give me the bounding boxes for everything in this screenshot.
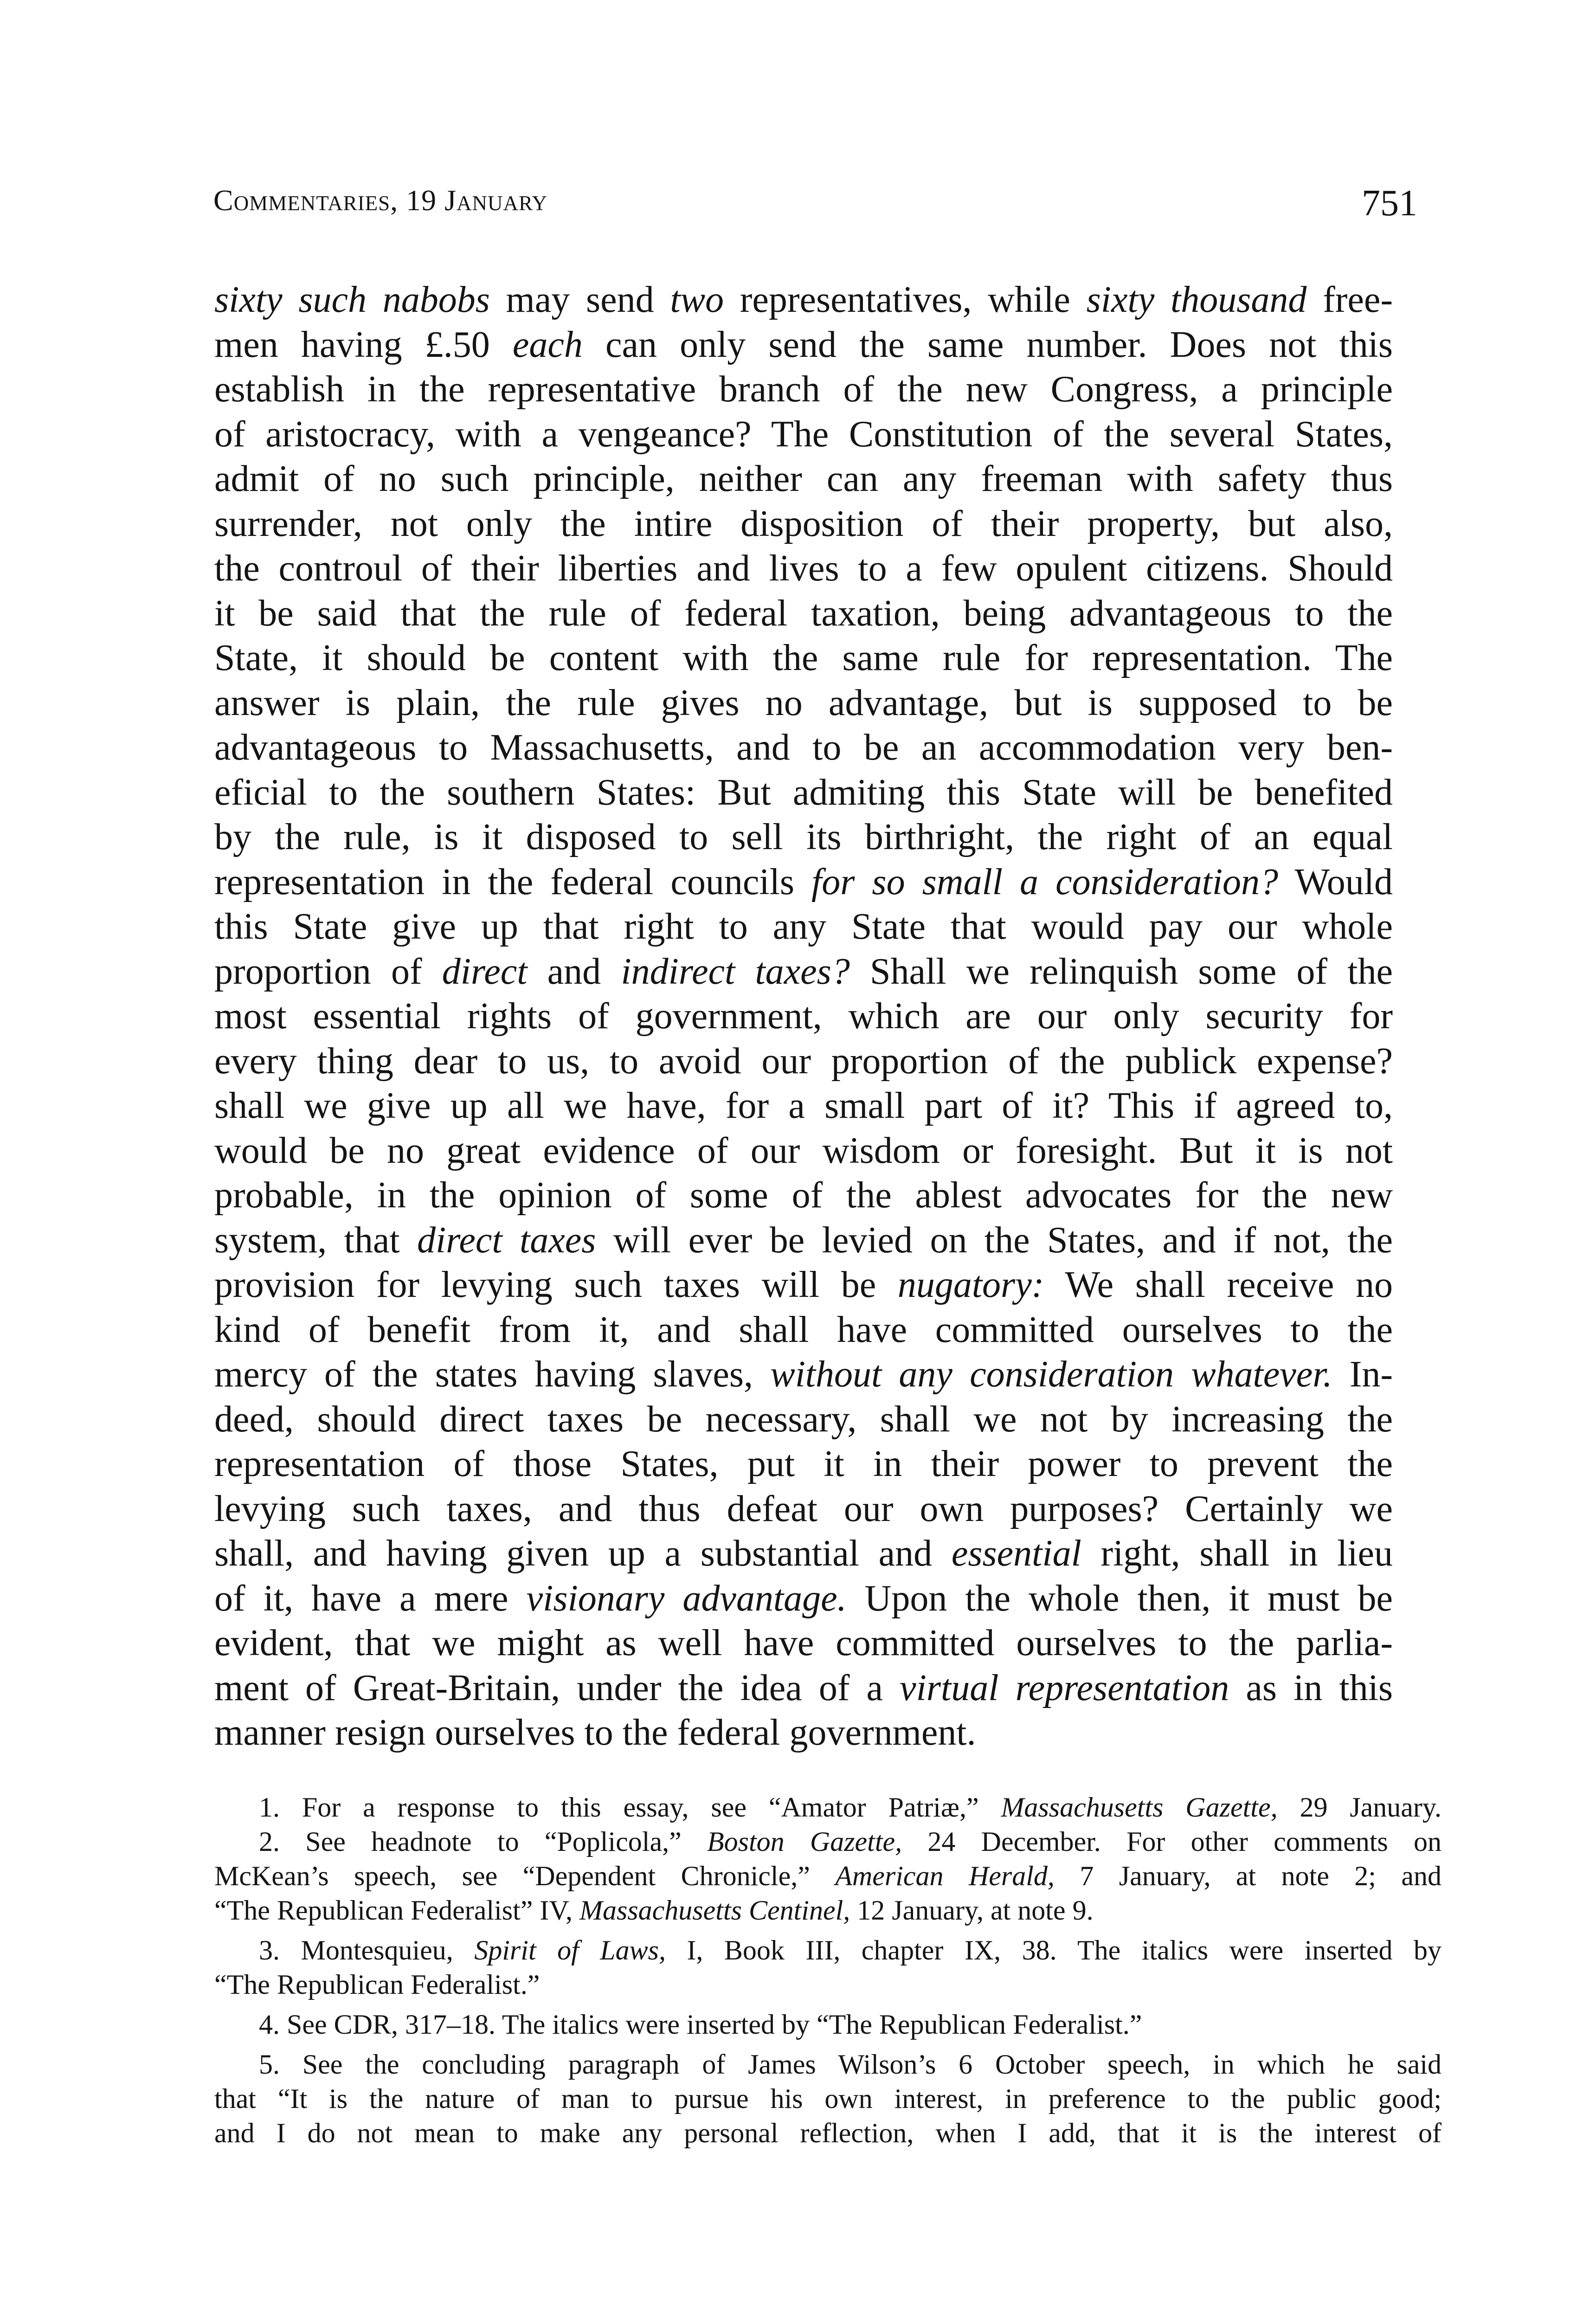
text-run: representation in the federal councils	[214, 861, 812, 902]
text-run: it be said that the rule of federal taxation, being advantageous to the	[214, 593, 1393, 634]
body-line	[214, 1352, 1393, 1397]
text-run: will ever be levied on the States, and if not, the	[596, 1219, 1393, 1261]
text-run: this State give up that right to any State that would pay our whole	[214, 906, 1393, 947]
page-number: 751	[1362, 183, 1417, 224]
footnote-line	[214, 1933, 1442, 1967]
text-run: Shall we relinquish some of the	[849, 951, 1393, 992]
text-run: establish in the representative branch of the new Congress, a principle	[214, 369, 1393, 410]
text-run: Would	[1278, 861, 1393, 902]
text-run: 7 January, at note 2; and	[1054, 1861, 1442, 1891]
footnote-line	[214, 2082, 1442, 2116]
body-line	[214, 546, 1393, 591]
text-run: 4. See CDR, 317–18. The italics were inserted by “The Republican Federalist.”	[259, 2009, 1142, 2040]
text-run: representatives, while	[723, 279, 1087, 320]
text-run: In-	[1332, 1354, 1393, 1395]
text-run: We shall receive no	[1044, 1264, 1393, 1305]
italic-text: two	[670, 279, 724, 320]
body-line	[214, 815, 1393, 860]
body-line	[214, 949, 1393, 994]
text-run: the controul of their liberties and lives to a few opulent citizens. Should	[214, 548, 1393, 589]
italic-text: essential	[951, 1533, 1081, 1574]
body-line	[214, 1487, 1393, 1532]
italic-text: sixty thousand	[1086, 279, 1307, 320]
body-line	[214, 1710, 1393, 1755]
italic-text: Massachusetts Centinel,	[579, 1895, 850, 1926]
italic-text: American Herald,	[835, 1861, 1055, 1891]
italic-text: Spirit of Laws,	[474, 1935, 666, 1966]
text-run: deed, should direct taxes be necessary, shall we not by increasing the	[214, 1398, 1393, 1440]
italic-text: without any consideration whatever.	[770, 1354, 1332, 1395]
text-run: as in this	[1229, 1667, 1393, 1708]
footnote-line	[214, 1790, 1442, 1824]
text-run: McKean’s speech, see “Dependent Chronicle,”	[214, 1861, 836, 1891]
body-line	[214, 904, 1393, 949]
text-run: answer is plain, the rule gives no advantage, but is supposed to be	[214, 682, 1393, 723]
text-run: I, Book III, chapter IX, 38. The italics were inserted by	[665, 1935, 1442, 1966]
text-run: levying such taxes, and thus defeat our own purposes? Certainly we	[214, 1488, 1393, 1529]
text-run: of aristocracy, with a vengeance? The Constitution of the several States,	[214, 413, 1393, 455]
text-run: probable, in the opinion of some of the ablest advocates for the new	[214, 1175, 1393, 1216]
running-head-date: January	[444, 184, 548, 217]
footnote-line	[214, 1859, 1442, 1893]
italic-text: sixty such nabobs	[214, 279, 490, 320]
body-line	[214, 860, 1393, 905]
text-run: mercy of the states having slaves,	[214, 1354, 771, 1395]
text-run: by the rule, is it disposed to sell its birthright, the right of an equal	[214, 817, 1393, 857]
footnotes	[214, 1790, 1442, 2150]
text-run: Upon the whole then, it must be	[846, 1578, 1393, 1619]
body-line	[214, 1218, 1393, 1263]
running-head	[213, 186, 547, 215]
italic-text: indirect taxes?	[621, 951, 850, 992]
body-line	[214, 1263, 1393, 1308]
text-run: shall we give up all we have, for a small part of it? This if agreed to,	[214, 1085, 1393, 1126]
text-run: kind of benefit from it, and shall have committed ourselves to the	[214, 1309, 1393, 1350]
text-run: 3. Montesquieu,	[259, 1935, 475, 1966]
text-run: would be no great evidence of our wisdom or foresight. But it is not	[214, 1130, 1393, 1171]
text-run: proportion of	[214, 951, 442, 992]
body-line	[214, 725, 1393, 770]
body-line	[214, 1442, 1393, 1487]
text-run: manner resign ourselves to the federal government.	[214, 1712, 976, 1753]
footnote-line	[214, 2116, 1442, 2150]
body-line	[214, 502, 1393, 547]
running-head-section: Commentaries	[213, 184, 391, 217]
italic-text: for so small a consideration?	[811, 861, 1279, 902]
body-line	[214, 1666, 1393, 1711]
text-run: advantageous to Massachusetts, and to be an accommodation very ben-	[214, 727, 1393, 768]
text-run: may send	[489, 279, 670, 320]
text-run: eficial to the southern States: But admiting this State will be benefited	[214, 772, 1393, 813]
text-run: 12 January, at note 9.	[850, 1895, 1094, 1926]
text-run: most essential rights of government, which are our only security for	[214, 996, 1393, 1037]
body-line	[214, 1308, 1393, 1353]
body-line	[214, 591, 1393, 636]
text-run: admit of no such principle, neither can any freeman with safety thus	[214, 458, 1393, 499]
footnote-line	[214, 2047, 1442, 2082]
text-run: and I do not mean to make any personal reflection, when I add, that it is the interest of	[214, 2118, 1442, 2148]
italic-text: visionary advantage.	[526, 1578, 847, 1619]
footnote-line	[214, 1893, 1442, 1927]
body-line	[214, 994, 1393, 1039]
italic-text: Boston Gazette,	[707, 1826, 902, 1857]
italic-text: nugatory:	[897, 1264, 1044, 1305]
text-run: and	[527, 951, 621, 992]
body-line	[214, 412, 1393, 457]
text-run: can only send the same number. Does not this	[582, 324, 1393, 365]
body-line	[214, 457, 1393, 502]
text-run: every thing dear to us, to avoid our proportion of the publick expense?	[214, 1040, 1393, 1082]
text-run: 24 December. For other comments on	[902, 1826, 1442, 1857]
body-line	[214, 1621, 1393, 1666]
footnote-line	[214, 2007, 1442, 2042]
footnote-line	[214, 1967, 1442, 2002]
text-run: 5. See the concluding paragraph of James Wilson’s 6 October speech, in which he said	[259, 2049, 1442, 2080]
body-line	[214, 1039, 1393, 1084]
text-run: 1. For a response to this essay, see “Amator Patriæ,”	[259, 1792, 1001, 1823]
italic-text: Massachusetts Gazette,	[1001, 1792, 1278, 1823]
body-line	[214, 681, 1393, 726]
text-run: shall, and having given up a substantial and	[214, 1533, 952, 1574]
body-line	[214, 1173, 1393, 1218]
text-run: provision for levying such taxes will be	[214, 1264, 898, 1305]
body-line	[214, 1083, 1393, 1128]
body-line	[214, 322, 1393, 367]
footnote-line	[214, 1824, 1442, 1859]
text-run: of it, have a mere	[214, 1578, 527, 1619]
italic-text: direct taxes	[417, 1219, 596, 1261]
text-run: “The Republican Federalist” IV,	[214, 1895, 579, 1926]
italic-text: virtual representation	[900, 1667, 1229, 1708]
text-run: representation of those States, put it in their power to prevent the	[214, 1444, 1393, 1484]
text-run: free-	[1306, 279, 1393, 320]
text-run: 29 January.	[1277, 1792, 1442, 1823]
text-run: “The Republican Federalist.”	[214, 1969, 540, 2000]
text-run: men having £.50	[214, 324, 513, 365]
text-run: surrender, not only the intire disposition of their property, but also,	[214, 503, 1393, 544]
body-line	[214, 277, 1393, 322]
italic-text: each	[512, 324, 583, 365]
text-run: that “It is the nature of man to pursue his own interest, in preference to the public good;	[214, 2083, 1442, 2114]
text-run: State, it should be content with the same rule for representation. The	[214, 638, 1393, 678]
body-text	[214, 277, 1393, 1755]
text-run: right, shall in lieu	[1081, 1533, 1393, 1574]
text-run: ment of Great-Britain, under the idea of a	[214, 1667, 900, 1708]
body-line	[214, 636, 1393, 681]
body-line	[214, 1531, 1393, 1576]
body-line	[214, 367, 1393, 412]
body-line	[214, 1128, 1393, 1173]
body-line	[214, 1397, 1393, 1442]
text-run: evident, that we might as well have committed ourselves to the parlia-	[214, 1623, 1393, 1663]
running-head-separator: , 19	[390, 184, 445, 217]
italic-text: direct	[442, 951, 528, 992]
text-run: system, that	[214, 1219, 417, 1261]
body-line	[214, 1576, 1393, 1621]
text-run: 2. See headnote to “Poplicola,”	[259, 1826, 707, 1857]
body-line	[214, 770, 1393, 815]
